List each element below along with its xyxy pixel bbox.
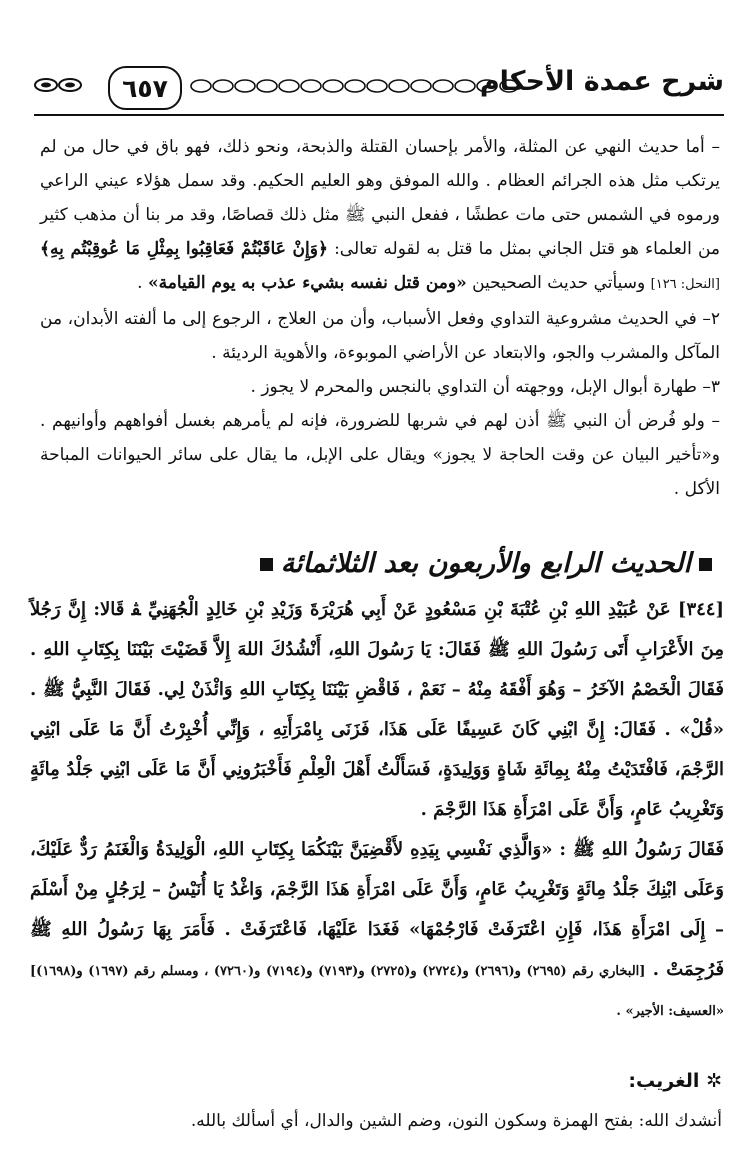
gharib-text: أنشدك الله: بفتح الهمزة وسكون النون، وضم الشين والدال، أي أسألك بالله.	[190, 1111, 722, 1131]
commentary-text	[40, 130, 720, 506]
ornament-band-icon	[189, 78, 519, 94]
page-number: ٦٥٧	[108, 66, 182, 110]
running-title: شرح عمدة الأحكام	[479, 66, 724, 97]
hadith-quote: «ومن قتل نفسه بشيء عذب به يوم القيامة»	[147, 273, 467, 293]
verse-reference: [النحل: ١٢٦]	[650, 277, 720, 292]
section-heading: الحديث الرابع والأربعون بعد الثلاثمائة	[140, 548, 720, 579]
page-header	[34, 62, 724, 120]
hadith-gloss: «العسيف: الأجير» .	[616, 1004, 724, 1019]
paragraph-2: ٢– في الحديث مشروعية التداوي وفعل الأسباب، وأن من العلاج ، الرجوع إلى ما ألفته الأبدان، من المآكل والمشرب والجو، والابتعاد عن الأراضي الموبوءة، والأهوية الرديئة .	[40, 309, 720, 363]
hadith-paragraph-1: [٣٤٤] عَنْ عُبَيْدِ اللهِ بْنِ عُتْبَةَ بْنِ مَسْعُودٍ عَنْ أَبِي هُرَيْرَةَ وَزَيْدِ بْنِ خَالِدٍ الْجُهَنِيِّ ﭭ قَالا: إِنَّ رَجُلاً مِنَ الأَعْرَابِ أَتَى رَسُولَ اللهِ ﷺ فَقَالَ: يَا رَسُولَ اللهِ، أَنْشُدُكَ اللهَ إِلاَّ قَضَيْتَ بَيْنَنَا بِكِتَابِ اللهِ . فَقَالَ الْخَصْمُ الآخَرُ – وَهُوَ أَفْقَهُ مِنْهُ – نَعَمْ ، فَاقْضِ بَيْنَنَا بِكِتَابِ اللهِ وَائْذَنْ لِي. فَقَالَ النَّبِيُّ ﷺ . «قُلْ» . فَقَالَ: إِنَّ ابْنِي كَانَ عَسِيفًا عَلَى هَذَا، فَزَنَى بِامْرَأَتِهِ ، وَإِنِّي أُخْبِرْتُ أَنَّ مَا عَلَى ابْنِي الرَّجْمَ، فَافْتَدَيْتُ مِنْهُ بِمِائَةِ شَاةٍ وَوَلِيدَةٍ، فَسَأَلْتُ أَهْلَ الْعِلْمِ فَأَخْبَرُونِي أَنَّ مَا عَلَى ابْنِي جَلْدُ مِائَةٍ وَتَغْرِيبُ عَامٍ، وَأَنَّ عَلَى امْرَأَةِ هَذَا الرَّجْمَ .	[30, 599, 724, 820]
paragraph-1: – أما حديث النهي عن المثلة، والأمر بإحسان القتلة والذبحة، ونحو ذلك، فهو باق في حال من لم يرتكب مثل هذه الجرائم العظام . والله الموفق وهو العليم الحكيم. وقد سمل هؤلاء عيني الراعي ورموه في الشمس حتى مات عطشًا ، ففعل النبي ﷺ مثل ذلك قصاصًا، وقد مر بنا أن مذهب كثير من العلماء هو قتل الجاني بمثل ما قتل به لقوله تعالى: ﴿وَإِنْ عَاقَبْتُمْ فَعَاقِبُوا بِمِثْلِ مَا عُوقِبْتُم بِهِ﴾ [النحل: ١٢٦] وسيأتي حديث الصحيحين «ومن قتل نفسه بشيء عذب به يوم القيامة» .	[40, 137, 721, 293]
header-rule	[34, 114, 724, 116]
hadith-paragraph-2: فَقَالَ رَسُولُ اللهِ ﷺ : «وَالَّذِي نَفْسِي بِيَدِهِ لأَقْضِيَنَّ بَيْنَكُمَا بِكِتَابِ اللهِ، الْوَلِيدَةُ وَالْغَنَمُ رَدٌّ عَلَيْكَ، وَعَلَى ابْنِكَ جَلْدُ مِائَةٍ وَتَغْرِيبُ عَامٍ، وَأَنَّ عَلَى امْرَأَةِ هَذَا الرَّجْمَ، وَاغْدُ يَا أُنَيْسُ – لِرَجُلٍ مِنْ أَسْلَمَ – إِلَى امْرَأَةِ هَذَا، فَإِنِ اعْتَرَفَتْ فَارْجُمْهَا» فَغَدَا عَلَيْهَا، فَاعْتَرَفَتْ . فَأَمَرَ بِهَا رَسُولُ اللهِ ﷺ فَرُجِمَتْ . [البخاري رقم (٢٦٩٥) و(٢٦٩٦) و(٢٧٢٤) و(٢٧٢٥) و(٧١٩٣) و(٧١٩٤) و(٧٢٦٠) ، ومسلم رقم (١٦٩٧) و(١٦٩٨)] «العسيف: الأجير» .	[30, 839, 725, 1019]
asterisk-icon: ✲	[699, 1070, 722, 1092]
gharib-heading: ✲ الغريب:	[628, 1070, 722, 1092]
paragraph-3: ٣– طهارة أبوال الإبل، ووجهته أن التداوي بالنجس والمحرم لا يجوز .	[250, 377, 720, 397]
ornament-icon	[34, 78, 94, 92]
quran-verse: ﴿وَإِنْ عَاقَبْتُمْ فَعَاقِبُوا بِمِثْلِ مَا عُوقِبْتُم بِهِ﴾	[40, 239, 328, 259]
hadith-text	[30, 590, 724, 1030]
square-bullet-icon	[699, 558, 712, 571]
paragraph-4: – ولو فُرض أن النبي ﷺ أذن لهم في شربها للضرورة، فإنه لم يأمرهم بغسل أفواههم وأوانيهم . و«تأخير البيان عن وقت الحاجة لا يجوز» ويقال على الإبل، ما يقال على سائر الحيوانات المباحة الأكل .	[40, 411, 720, 499]
hadith-references: [البخاري رقم (٢٦٩٥) و(٢٦٩٦) و(٢٧٢٤) و(٢٧٢٥) و(٧١٩٣) و(٧١٩٤) و(٧٢٦٠) ، ومسلم رقم (١٦٩٧) و(١٦٩٨)]	[30, 964, 646, 979]
square-bullet-icon	[260, 558, 273, 571]
hadith-number: [٣٤٤]	[677, 599, 724, 620]
